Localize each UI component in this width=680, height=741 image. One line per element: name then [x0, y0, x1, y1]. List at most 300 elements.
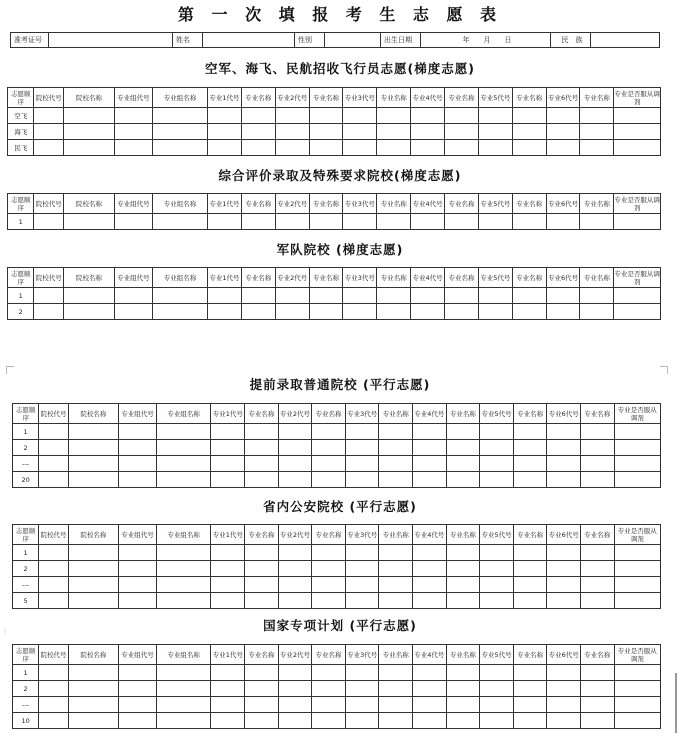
- input-cell[interactable]: [275, 288, 309, 304]
- input-cell[interactable]: [547, 561, 581, 577]
- input-cell[interactable]: [513, 665, 547, 681]
- input-cell[interactable]: [379, 681, 413, 697]
- input-cell[interactable]: [413, 697, 447, 713]
- input-cell[interactable]: [39, 681, 68, 697]
- input-cell[interactable]: [547, 472, 581, 488]
- input-cell[interactable]: [156, 424, 211, 440]
- input-cell[interactable]: [34, 214, 64, 230]
- input-cell[interactable]: [614, 681, 660, 697]
- input-cell[interactable]: [445, 124, 479, 140]
- input-cell[interactable]: [445, 304, 479, 320]
- input-cell[interactable]: [445, 108, 479, 124]
- input-cell[interactable]: [119, 561, 157, 577]
- input-cell[interactable]: [245, 681, 279, 697]
- input-cell[interactable]: [413, 440, 447, 456]
- input-cell[interactable]: [580, 108, 614, 124]
- input-cell[interactable]: [513, 440, 547, 456]
- input-cell[interactable]: [119, 472, 157, 488]
- input-cell[interactable]: [614, 214, 661, 230]
- input-cell[interactable]: [278, 593, 312, 609]
- input-cell[interactable]: [413, 561, 447, 577]
- input-cell[interactable]: [119, 697, 157, 713]
- input-cell[interactable]: [152, 214, 207, 230]
- input-cell[interactable]: [513, 681, 547, 697]
- input-cell[interactable]: [68, 697, 118, 713]
- input-cell[interactable]: [547, 424, 581, 440]
- input-cell[interactable]: [64, 108, 115, 124]
- input-cell[interactable]: [156, 545, 211, 561]
- input-cell[interactable]: [512, 124, 546, 140]
- input-cell[interactable]: [480, 472, 514, 488]
- input-cell[interactable]: [581, 697, 615, 713]
- input-cell[interactable]: [411, 304, 445, 320]
- input-cell[interactable]: [478, 288, 512, 304]
- input-cell[interactable]: [278, 561, 312, 577]
- input-cell[interactable]: [379, 577, 413, 593]
- input-cell[interactable]: [114, 124, 152, 140]
- input-cell[interactable]: [245, 593, 279, 609]
- input-cell[interactable]: [309, 288, 343, 304]
- input-cell[interactable]: [614, 456, 660, 472]
- input-cell[interactable]: [580, 124, 614, 140]
- input-cell[interactable]: [312, 713, 346, 729]
- input-cell[interactable]: [445, 214, 479, 230]
- input-cell[interactable]: [512, 214, 546, 230]
- input-cell[interactable]: [278, 681, 312, 697]
- input-cell[interactable]: [241, 304, 275, 320]
- input-cell[interactable]: [34, 140, 64, 156]
- input-cell[interactable]: [119, 577, 157, 593]
- input-cell[interactable]: [413, 472, 447, 488]
- input-cell[interactable]: [241, 108, 275, 124]
- input-cell[interactable]: [581, 577, 615, 593]
- input-cell[interactable]: [211, 472, 245, 488]
- input-cell[interactable]: [345, 472, 379, 488]
- input-cell[interactable]: [547, 665, 581, 681]
- input-cell[interactable]: [547, 593, 581, 609]
- name-field[interactable]: [203, 33, 295, 48]
- input-cell[interactable]: [478, 124, 512, 140]
- input-cell[interactable]: [343, 108, 377, 124]
- input-cell[interactable]: [241, 124, 275, 140]
- input-cell[interactable]: [478, 304, 512, 320]
- input-cell[interactable]: [309, 304, 343, 320]
- input-cell[interactable]: [114, 140, 152, 156]
- input-cell[interactable]: [211, 681, 245, 697]
- input-cell[interactable]: [152, 304, 207, 320]
- input-cell[interactable]: [547, 681, 581, 697]
- input-cell[interactable]: [312, 456, 346, 472]
- input-cell[interactable]: [446, 424, 480, 440]
- input-cell[interactable]: [119, 681, 157, 697]
- input-cell[interactable]: [614, 545, 660, 561]
- input-cell[interactable]: [377, 304, 411, 320]
- input-cell[interactable]: [278, 713, 312, 729]
- input-cell[interactable]: [275, 140, 309, 156]
- input-cell[interactable]: [513, 697, 547, 713]
- input-cell[interactable]: [39, 472, 68, 488]
- input-cell[interactable]: [114, 288, 152, 304]
- input-cell[interactable]: [480, 681, 514, 697]
- input-cell[interactable]: [413, 713, 447, 729]
- input-cell[interactable]: [581, 681, 615, 697]
- input-cell[interactable]: [446, 545, 480, 561]
- input-cell[interactable]: [241, 288, 275, 304]
- input-cell[interactable]: [580, 140, 614, 156]
- input-cell[interactable]: [156, 472, 211, 488]
- input-cell[interactable]: [580, 288, 614, 304]
- input-cell[interactable]: [379, 424, 413, 440]
- birthdate-field[interactable]: 年 月 日: [421, 33, 551, 48]
- input-cell[interactable]: [119, 713, 157, 729]
- input-cell[interactable]: [278, 665, 312, 681]
- input-cell[interactable]: [547, 577, 581, 593]
- input-cell[interactable]: [614, 472, 660, 488]
- input-cell[interactable]: [345, 440, 379, 456]
- input-cell[interactable]: [411, 288, 445, 304]
- input-cell[interactable]: [68, 593, 118, 609]
- input-cell[interactable]: [312, 697, 346, 713]
- input-cell[interactable]: [379, 713, 413, 729]
- input-cell[interactable]: [64, 288, 115, 304]
- input-cell[interactable]: [208, 124, 242, 140]
- input-cell[interactable]: [114, 214, 152, 230]
- input-cell[interactable]: [68, 713, 118, 729]
- input-cell[interactable]: [343, 304, 377, 320]
- input-cell[interactable]: [513, 561, 547, 577]
- input-cell[interactable]: [413, 424, 447, 440]
- input-cell[interactable]: [446, 713, 480, 729]
- input-cell[interactable]: [581, 424, 615, 440]
- input-cell[interactable]: [312, 545, 346, 561]
- input-cell[interactable]: [513, 472, 547, 488]
- input-cell[interactable]: [379, 440, 413, 456]
- input-cell[interactable]: [156, 577, 211, 593]
- input-cell[interactable]: [211, 424, 245, 440]
- input-cell[interactable]: [411, 108, 445, 124]
- input-cell[interactable]: [156, 713, 211, 729]
- input-cell[interactable]: [512, 304, 546, 320]
- input-cell[interactable]: [114, 108, 152, 124]
- input-cell[interactable]: [152, 140, 207, 156]
- input-cell[interactable]: [312, 577, 346, 593]
- input-cell[interactable]: [614, 124, 661, 140]
- input-cell[interactable]: [513, 456, 547, 472]
- input-cell[interactable]: [614, 304, 661, 320]
- input-cell[interactable]: [39, 713, 68, 729]
- input-cell[interactable]: [312, 561, 346, 577]
- input-cell[interactable]: [119, 545, 157, 561]
- input-cell[interactable]: [512, 140, 546, 156]
- input-cell[interactable]: [39, 697, 68, 713]
- input-cell[interactable]: [446, 440, 480, 456]
- input-cell[interactable]: [312, 665, 346, 681]
- input-cell[interactable]: [581, 593, 615, 609]
- input-cell[interactable]: [39, 456, 68, 472]
- input-cell[interactable]: [245, 577, 279, 593]
- input-cell[interactable]: [513, 545, 547, 561]
- input-cell[interactable]: [345, 681, 379, 697]
- input-cell[interactable]: [245, 440, 279, 456]
- input-cell[interactable]: [581, 713, 615, 729]
- input-cell[interactable]: [546, 140, 580, 156]
- input-cell[interactable]: [546, 124, 580, 140]
- input-cell[interactable]: [245, 456, 279, 472]
- input-cell[interactable]: [480, 713, 514, 729]
- input-cell[interactable]: [478, 108, 512, 124]
- input-cell[interactable]: [446, 577, 480, 593]
- input-cell[interactable]: [547, 545, 581, 561]
- input-cell[interactable]: [480, 697, 514, 713]
- input-cell[interactable]: [581, 472, 615, 488]
- input-cell[interactable]: [581, 545, 615, 561]
- input-cell[interactable]: [446, 593, 480, 609]
- input-cell[interactable]: [379, 561, 413, 577]
- input-cell[interactable]: [211, 456, 245, 472]
- input-cell[interactable]: [309, 140, 343, 156]
- input-cell[interactable]: [546, 304, 580, 320]
- input-cell[interactable]: [211, 713, 245, 729]
- input-cell[interactable]: [275, 304, 309, 320]
- input-cell[interactable]: [39, 577, 68, 593]
- input-cell[interactable]: [480, 424, 514, 440]
- input-cell[interactable]: [379, 697, 413, 713]
- input-cell[interactable]: [245, 424, 279, 440]
- input-cell[interactable]: [379, 472, 413, 488]
- input-cell[interactable]: [377, 124, 411, 140]
- input-cell[interactable]: [445, 140, 479, 156]
- input-cell[interactable]: [152, 288, 207, 304]
- input-cell[interactable]: [413, 593, 447, 609]
- input-cell[interactable]: [480, 545, 514, 561]
- input-cell[interactable]: [413, 545, 447, 561]
- input-cell[interactable]: [480, 561, 514, 577]
- input-cell[interactable]: [614, 697, 660, 713]
- input-cell[interactable]: [547, 713, 581, 729]
- input-cell[interactable]: [34, 108, 64, 124]
- input-cell[interactable]: [278, 577, 312, 593]
- input-cell[interactable]: [377, 288, 411, 304]
- input-cell[interactable]: [379, 665, 413, 681]
- input-cell[interactable]: [278, 456, 312, 472]
- input-cell[interactable]: [345, 593, 379, 609]
- input-cell[interactable]: [480, 577, 514, 593]
- input-cell[interactable]: [39, 593, 68, 609]
- input-cell[interactable]: [211, 561, 245, 577]
- input-cell[interactable]: [345, 424, 379, 440]
- input-cell[interactable]: [343, 140, 377, 156]
- input-cell[interactable]: [480, 665, 514, 681]
- input-cell[interactable]: [119, 456, 157, 472]
- input-cell[interactable]: [68, 561, 118, 577]
- input-cell[interactable]: [156, 697, 211, 713]
- input-cell[interactable]: [546, 108, 580, 124]
- input-cell[interactable]: [39, 561, 68, 577]
- input-cell[interactable]: [580, 214, 614, 230]
- input-cell[interactable]: [480, 440, 514, 456]
- input-cell[interactable]: [377, 140, 411, 156]
- input-cell[interactable]: [614, 140, 661, 156]
- input-cell[interactable]: [580, 304, 614, 320]
- input-cell[interactable]: [245, 665, 279, 681]
- input-cell[interactable]: [241, 140, 275, 156]
- input-cell[interactable]: [211, 545, 245, 561]
- input-cell[interactable]: [446, 456, 480, 472]
- input-cell[interactable]: [345, 713, 379, 729]
- input-cell[interactable]: [379, 545, 413, 561]
- input-cell[interactable]: [156, 456, 211, 472]
- input-cell[interactable]: [411, 214, 445, 230]
- input-cell[interactable]: [156, 665, 211, 681]
- input-cell[interactable]: [345, 545, 379, 561]
- input-cell[interactable]: [547, 440, 581, 456]
- input-cell[interactable]: [114, 304, 152, 320]
- input-cell[interactable]: [39, 545, 68, 561]
- input-cell[interactable]: [345, 665, 379, 681]
- input-cell[interactable]: [614, 108, 661, 124]
- input-cell[interactable]: [245, 713, 279, 729]
- input-cell[interactable]: [614, 288, 661, 304]
- input-cell[interactable]: [245, 472, 279, 488]
- input-cell[interactable]: [68, 681, 118, 697]
- input-cell[interactable]: [152, 108, 207, 124]
- input-cell[interactable]: [581, 561, 615, 577]
- input-cell[interactable]: [343, 124, 377, 140]
- input-cell[interactable]: [446, 697, 480, 713]
- input-cell[interactable]: [278, 440, 312, 456]
- input-cell[interactable]: [211, 440, 245, 456]
- input-cell[interactable]: [614, 665, 660, 681]
- input-cell[interactable]: [343, 288, 377, 304]
- input-cell[interactable]: [312, 424, 346, 440]
- input-cell[interactable]: [156, 440, 211, 456]
- input-cell[interactable]: [39, 665, 68, 681]
- input-cell[interactable]: [547, 456, 581, 472]
- input-cell[interactable]: [513, 577, 547, 593]
- input-cell[interactable]: [34, 304, 64, 320]
- input-cell[interactable]: [446, 681, 480, 697]
- input-cell[interactable]: [547, 697, 581, 713]
- vertical-scrollbar[interactable]: [675, 673, 677, 733]
- input-cell[interactable]: [68, 545, 118, 561]
- input-cell[interactable]: [211, 697, 245, 713]
- input-cell[interactable]: [64, 124, 115, 140]
- gender-field[interactable]: [325, 33, 381, 48]
- input-cell[interactable]: [64, 214, 115, 230]
- input-cell[interactable]: [480, 593, 514, 609]
- input-cell[interactable]: [64, 140, 115, 156]
- input-cell[interactable]: [377, 214, 411, 230]
- input-cell[interactable]: [68, 456, 118, 472]
- input-cell[interactable]: [208, 304, 242, 320]
- input-cell[interactable]: [156, 681, 211, 697]
- input-cell[interactable]: [345, 561, 379, 577]
- input-cell[interactable]: [309, 124, 343, 140]
- input-cell[interactable]: [278, 545, 312, 561]
- input-cell[interactable]: [241, 214, 275, 230]
- input-cell[interactable]: [39, 440, 68, 456]
- input-cell[interactable]: [345, 577, 379, 593]
- input-cell[interactable]: [411, 140, 445, 156]
- input-cell[interactable]: [278, 424, 312, 440]
- input-cell[interactable]: [34, 288, 64, 304]
- input-cell[interactable]: [68, 440, 118, 456]
- ethnicity-field[interactable]: [591, 33, 660, 48]
- input-cell[interactable]: [379, 593, 413, 609]
- input-cell[interactable]: [208, 288, 242, 304]
- input-cell[interactable]: [211, 593, 245, 609]
- input-cell[interactable]: [156, 561, 211, 577]
- input-cell[interactable]: [119, 424, 157, 440]
- input-cell[interactable]: [446, 472, 480, 488]
- input-cell[interactable]: [119, 593, 157, 609]
- input-cell[interactable]: [275, 108, 309, 124]
- input-cell[interactable]: [275, 124, 309, 140]
- input-cell[interactable]: [546, 288, 580, 304]
- input-cell[interactable]: [312, 681, 346, 697]
- input-cell[interactable]: [478, 214, 512, 230]
- input-cell[interactable]: [512, 108, 546, 124]
- input-cell[interactable]: [68, 424, 118, 440]
- input-cell[interactable]: [413, 665, 447, 681]
- input-cell[interactable]: [413, 577, 447, 593]
- input-cell[interactable]: [119, 665, 157, 681]
- input-cell[interactable]: [513, 424, 547, 440]
- input-cell[interactable]: [208, 108, 242, 124]
- exam-number-field[interactable]: [49, 33, 173, 48]
- input-cell[interactable]: [309, 108, 343, 124]
- input-cell[interactable]: [245, 545, 279, 561]
- input-cell[interactable]: [614, 577, 660, 593]
- input-cell[interactable]: [581, 456, 615, 472]
- input-cell[interactable]: [245, 561, 279, 577]
- input-cell[interactable]: [68, 665, 118, 681]
- input-cell[interactable]: [278, 472, 312, 488]
- input-cell[interactable]: [156, 593, 211, 609]
- input-cell[interactable]: [68, 577, 118, 593]
- input-cell[interactable]: [119, 440, 157, 456]
- input-cell[interactable]: [614, 424, 660, 440]
- input-cell[interactable]: [34, 124, 64, 140]
- input-cell[interactable]: [445, 288, 479, 304]
- input-cell[interactable]: [211, 665, 245, 681]
- input-cell[interactable]: [245, 697, 279, 713]
- input-cell[interactable]: [377, 108, 411, 124]
- input-cell[interactable]: [546, 214, 580, 230]
- input-cell[interactable]: [312, 472, 346, 488]
- input-cell[interactable]: [312, 593, 346, 609]
- input-cell[interactable]: [480, 456, 514, 472]
- input-cell[interactable]: [513, 593, 547, 609]
- input-cell[interactable]: [413, 681, 447, 697]
- input-cell[interactable]: [614, 561, 660, 577]
- input-cell[interactable]: [211, 577, 245, 593]
- input-cell[interactable]: [581, 440, 615, 456]
- input-cell[interactable]: [345, 456, 379, 472]
- input-cell[interactable]: [614, 713, 660, 729]
- input-cell[interactable]: [309, 214, 343, 230]
- input-cell[interactable]: [343, 214, 377, 230]
- input-cell[interactable]: [345, 697, 379, 713]
- input-cell[interactable]: [152, 124, 207, 140]
- input-cell[interactable]: [446, 665, 480, 681]
- input-cell[interactable]: [379, 456, 413, 472]
- input-cell[interactable]: [478, 140, 512, 156]
- input-cell[interactable]: [39, 424, 68, 440]
- input-cell[interactable]: [64, 304, 115, 320]
- input-cell[interactable]: [581, 665, 615, 681]
- input-cell[interactable]: [208, 214, 242, 230]
